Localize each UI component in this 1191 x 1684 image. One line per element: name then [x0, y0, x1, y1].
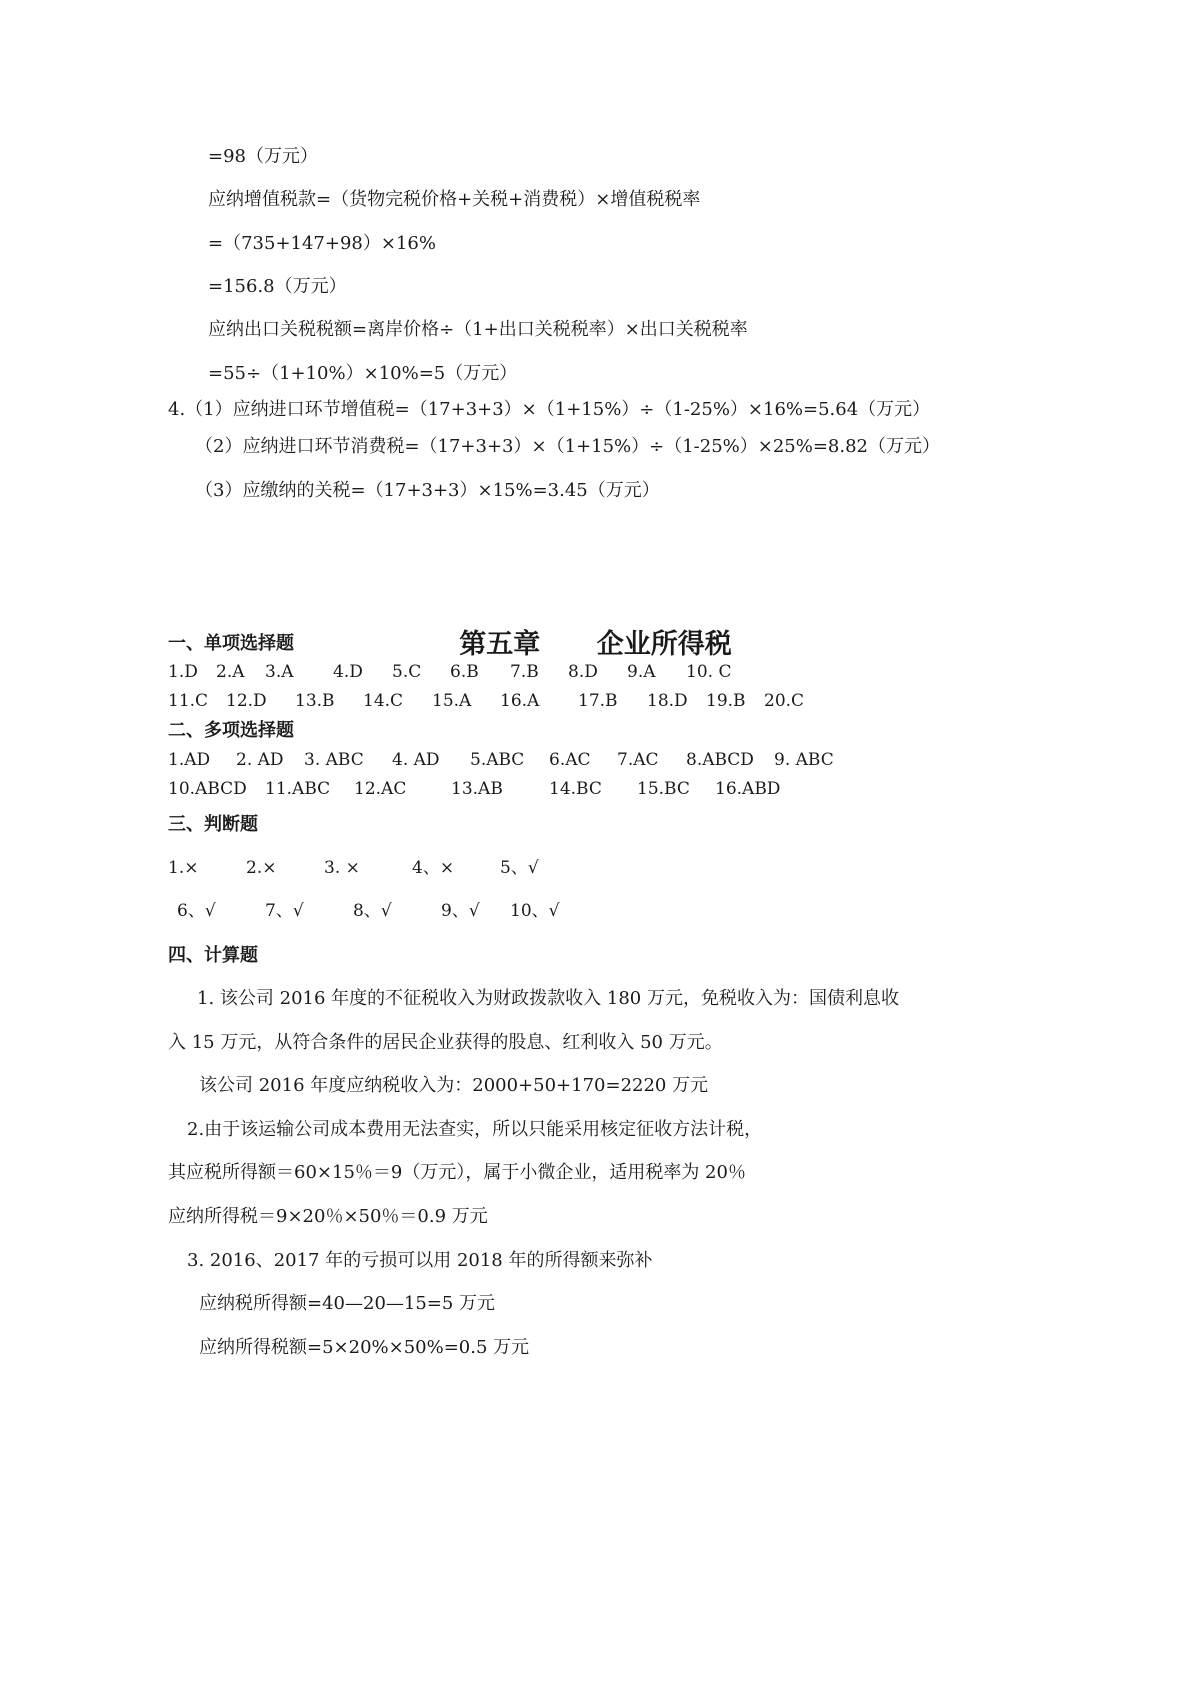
- answer-item: 14.C: [363, 691, 404, 711]
- answer-item: 6.AC: [549, 750, 591, 770]
- answer-item: 2.A: [216, 662, 245, 682]
- calc-line: =55÷（1+10%）×10%=5（万元）: [208, 363, 518, 384]
- calc-paragraph-line: 其应税所得额＝60×15％＝9（万元），属于小微企业，适用税率为 20％: [168, 1162, 746, 1183]
- calc-line: 应纳出口关税税额=离岸价格÷（1+出口关税税率）×出口关税税率: [208, 319, 748, 340]
- calc-paragraph-line: 1. 该公司 2016 年度的不征税收入为财政拨款收入 180 万元，免税收入为：国债利息收: [197, 988, 899, 1009]
- answer-item: 11.ABC: [265, 779, 331, 799]
- q4-line: （2）应纳进口环节消费税=（17+3+3）×（1+15%）÷（1-25%）×25%=8.82（万元）: [195, 436, 941, 457]
- answer-item: 14.BC: [549, 779, 602, 799]
- answer-item: 10. C: [686, 662, 732, 682]
- answer-item: 2.×: [246, 858, 277, 878]
- answer-item: 15.BC: [637, 779, 690, 799]
- answer-item: 9、√: [441, 901, 480, 921]
- calc-paragraph-line: 应纳税所得额=40—20—15=5 万元: [199, 1293, 496, 1314]
- answer-item: 16.ABD: [715, 779, 781, 799]
- answer-item: 10.ABCD: [168, 779, 247, 799]
- answer-item: 19.B: [706, 691, 746, 711]
- calc-line: =98（万元）: [208, 146, 318, 167]
- q4-line: （3）应缴纳的关税=（17+3+3）×15%=3.45（万元）: [195, 480, 660, 501]
- calc-paragraph-line: 2.由于该运输公司成本费用无法查实，所以只能采用核定征收方法计税，: [187, 1119, 763, 1140]
- answer-item: 15.A: [432, 691, 472, 711]
- answer-item: 18.D: [647, 691, 688, 711]
- q4-line: 4.（1）应纳进口环节增值税=（17+3+3）×（1+15%）÷（1-25%）×16%=5.64（万元）: [168, 399, 931, 420]
- answer-item: 17.B: [578, 691, 618, 711]
- calc-paragraph-line: 该公司 2016 年度应纳税收入为：2000+50+170=2220 万元: [199, 1075, 709, 1096]
- calc-paragraph-line: 入 15 万元，从符合条件的居民企业获得的股息、红利收入 50 万元。: [168, 1032, 723, 1053]
- calc-line: =（735+147+98）×16%: [208, 233, 436, 254]
- answer-item: 20.C: [764, 691, 805, 711]
- answer-item: 1.AD: [168, 750, 211, 770]
- answer-item: 4.D: [333, 662, 363, 682]
- answer-item: 3. ×: [324, 858, 360, 878]
- answer-item: 7、√: [265, 901, 304, 921]
- answer-item: 9. ABC: [774, 750, 834, 770]
- answer-item: 4. AD: [392, 750, 440, 770]
- answer-item: 2. AD: [236, 750, 284, 770]
- answer-item: 9.A: [627, 662, 656, 682]
- answer-item: 16.A: [500, 691, 540, 711]
- answer-item: 6、√: [177, 901, 216, 921]
- answer-item: 8.ABCD: [686, 750, 754, 770]
- answer-item: 7.B: [510, 662, 539, 682]
- answer-item: 5.ABC: [470, 750, 525, 770]
- answer-item: 6.B: [450, 662, 479, 682]
- calc-paragraph-line: 应纳所得税额=5×20%×50%=0.5 万元: [199, 1337, 530, 1358]
- section-heading-single-choice: 一、单项选择题: [168, 633, 294, 654]
- calc-line: =156.8（万元）: [208, 276, 347, 297]
- answer-item: 8.D: [568, 662, 598, 682]
- calc-line: 应纳增值税款=（货物完税价格+关税+消费税）×增值税税率: [208, 189, 701, 210]
- chapter-title: 第五章 企业所得税: [459, 629, 732, 660]
- answer-item: 10、√: [510, 901, 560, 921]
- answer-item: 4、×: [412, 858, 455, 878]
- section-heading-multi-choice: 二、多项选择题: [168, 720, 294, 741]
- answer-item: 13.AB: [451, 779, 503, 799]
- answer-item: 3. ABC: [304, 750, 364, 770]
- answer-item: 12.D: [226, 691, 267, 711]
- answer-item: 13.B: [295, 691, 335, 711]
- answer-item: 8、√: [353, 901, 392, 921]
- answer-item: 11.C: [168, 691, 209, 711]
- answer-item: 12.AC: [354, 779, 407, 799]
- calc-paragraph-line: 应纳所得税＝9×20％×50％＝0.9 万元: [168, 1206, 488, 1227]
- answer-item: 5、√: [500, 858, 539, 878]
- answer-item: 1.D: [168, 662, 198, 682]
- calc-paragraph-line: 3. 2016、2017 年的亏损可以用 2018 年的所得额来弥补: [187, 1250, 653, 1271]
- answer-item: 3.A: [265, 662, 294, 682]
- answer-item: 1.×: [168, 858, 199, 878]
- answer-item: 7.AC: [617, 750, 659, 770]
- section-heading-calculation: 四、计算题: [168, 945, 258, 966]
- section-heading-judgment: 三、判断题: [168, 814, 258, 835]
- answer-item: 5.C: [392, 662, 422, 682]
